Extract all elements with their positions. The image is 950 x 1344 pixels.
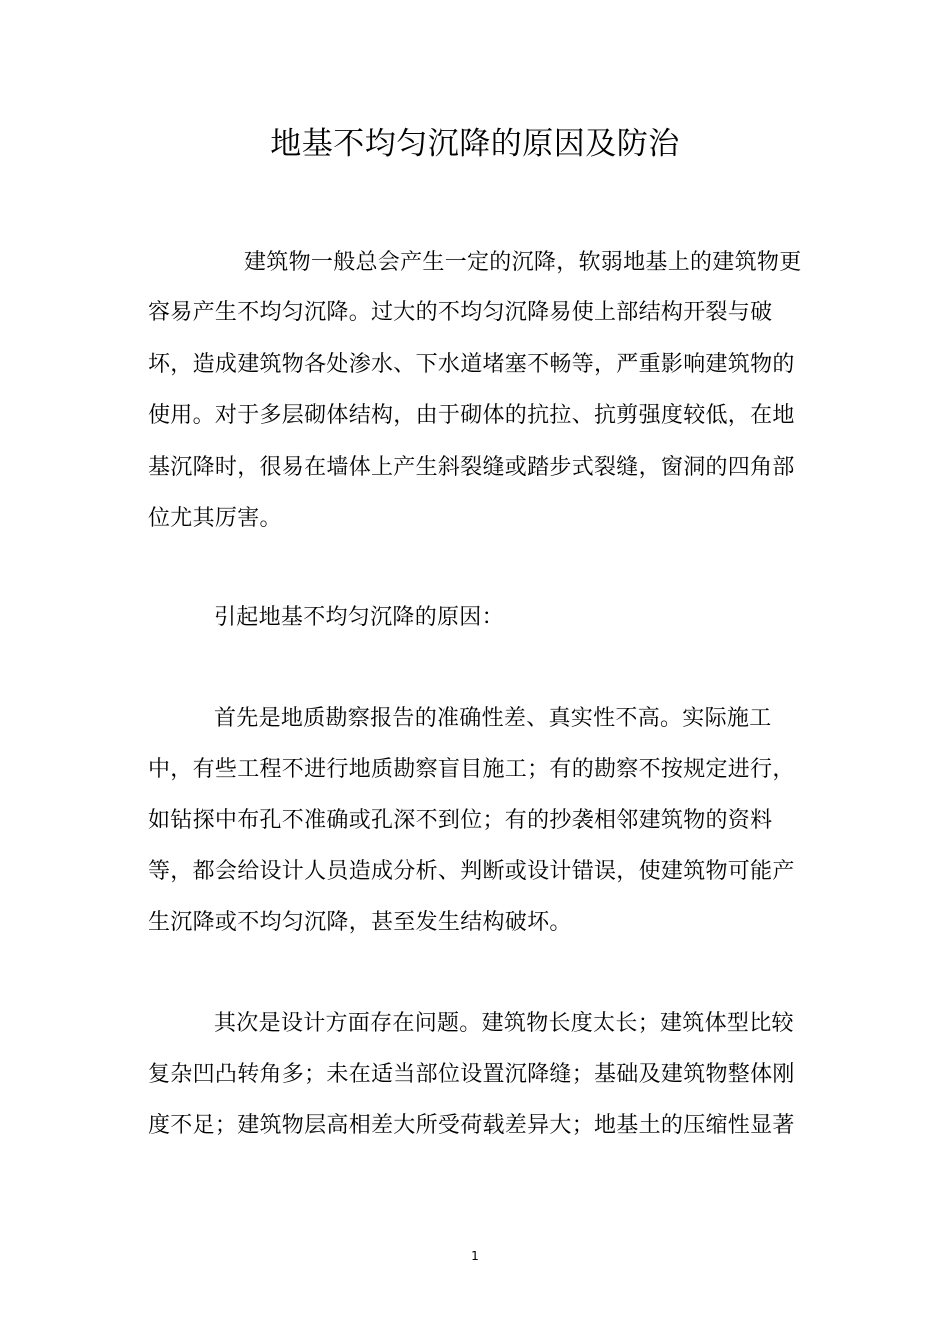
paragraph-line: 建筑物一般总会产生一定的沉降，软弱地基上的建筑物更 [244,250,802,275]
document-title: 地基不均匀沉降的原因及防治 [270,126,680,162]
paragraph-line: 首先是地质勘察报告的准确性差、真实性不高。实际施工 [214,706,772,731]
paragraph-line: 如钻探中布孔不准确或孔深不到位；有的抄袭相邻建筑物的资料 [148,808,773,833]
paragraph-line: 使用。对于多层砌体结构，由于砌体的抗拉、抗剪强度较低，在地 [148,403,795,428]
page-number: 1 [471,1249,479,1263]
paragraph-line: 坏，造成建筑物各处渗水、下水道堵塞不畅等，严重影响建筑物的 [148,352,795,377]
paragraph-line: 等，都会给设计人员造成分析、判断或设计错误，使建筑物可能产 [148,859,795,884]
paragraph-line: 生沉降或不均匀沉降，甚至发生结构破坏。 [148,910,572,935]
paragraph-line: 位尤其厉害。 [148,506,282,531]
paragraph-line: 容易产生不均匀沉降。过大的不均匀沉降易使上部结构开裂与破 [148,300,773,325]
section-heading: 引起地基不均匀沉降的原因： [214,605,504,630]
paragraph-line: 其次是设计方面存在问题。建筑物长度太长；建筑体型比较 [214,1011,794,1036]
paragraph-line: 中，有些工程不进行地质勘察盲目施工；有的勘察不按规定进行， [148,757,795,782]
paragraph-line: 基沉降时，很易在墙体上产生斜裂缝或踏步式裂缝，窗洞的四角部 [148,455,795,480]
paragraph-line: 复杂凹凸转角多；未在适当部位设置沉降缝；基础及建筑物整体刚 [148,1062,795,1087]
paragraph-line: 度不足；建筑物层高相差大所受荷载差异大；地基土的压缩性显著 [148,1113,795,1138]
